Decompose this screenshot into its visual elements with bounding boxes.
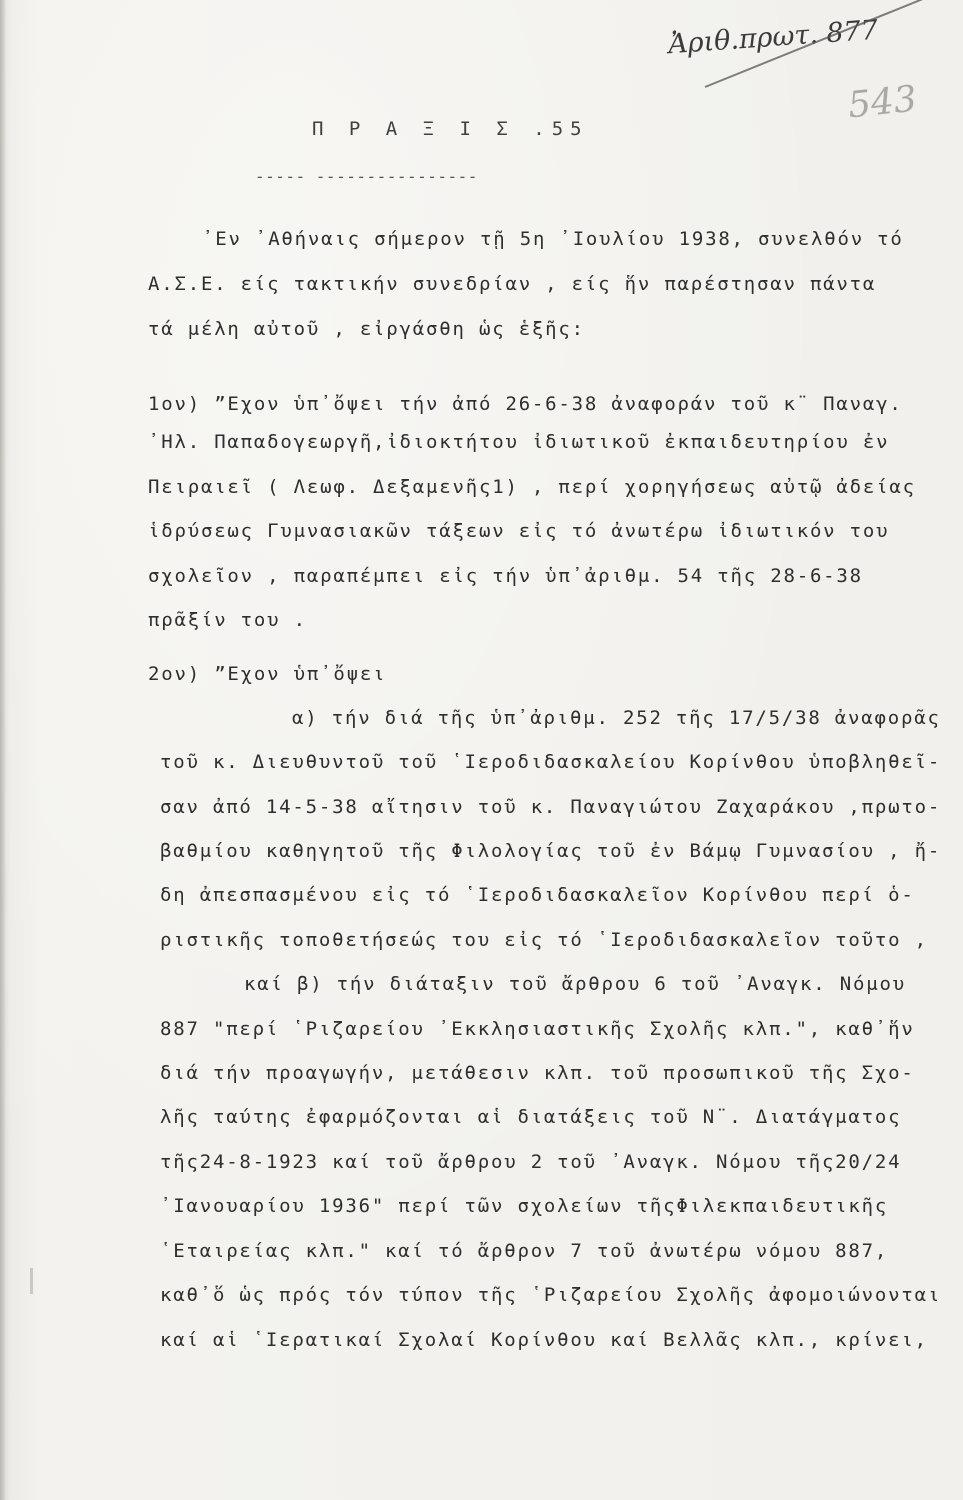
text-line-1: ᾿Εν ᾿Αθήναις σήμερον τῇ 5η ᾿Ιουλίου 1938, συνελθόν τό [202,228,904,250]
text-line-24: καθ᾿ὅ ὡς πρός τόν τύπον τῆς ῾Ριζαρείου Σχολῆς ἀφομοιώνονται [160,1284,942,1306]
text-line-16: ριστικῆς τοποθετήσεώς του εἰς τό ῾Ιεροδιδασκαλεῖον τοῦτο , [160,929,928,951]
text-line-23: ῾Εταιρείας κλπ." καί τό ἄρθρον 7 τοῦ ἀνωτέρω νόμου 887, [160,1240,889,1262]
text-line-9: πρᾶξίν του . [148,609,307,631]
text-line-19: διά τήν προαγωγήν, μετάθεσιν κλπ. τοῦ προσωπικοῦ τῆς Σχο- [160,1062,915,1084]
text-line-10: 2ον) ”Εχον ὑπ᾿ὄψει [148,663,387,685]
title-underline: ----- ---------------- [255,167,478,186]
text-line-21: τῆς24-8-1923 καί τοῦ ἄρθρου 2 τοῦ ᾿Αναγκ. Νόμου τῆς20/24 [160,1151,902,1173]
text-line-18: 887 "περί ῾Ριζαρείου ᾿Εκκλησιαστικῆς Σχολῆς κλπ.", καθ᾿ἥν [160,1018,915,1040]
text-line-11: α) τήν διά τῆς ὑπ᾿ἀριθμ. 252 τῆς 17/5/38 ἀναφορᾶς [292,707,941,729]
text-line-12: τοῦ κ. Διευθυντοῦ τοῦ ῾Ιεροδιδασκαλείου Κορίνθου ὑποβληθεῖ- [160,751,942,773]
text-line-6: Πειραιεῖ ( Λεωφ. Δεξαμενῆς1) , περί χορηγήσεως αὐτῷ ἀδείας [148,476,916,498]
page-edge-shadow [0,0,6,1500]
text-line-2: Α.Σ.Ε. είς τακτικήν συνεδρίαν , είς ἥν παρέστησαν πάντα [148,273,877,295]
text-line-13: σαν ἀπό 14-5-38 αἴτησιν τοῦ κ. Παναγιώτου Ζαχαράκου ,πρωτο- [160,796,942,818]
text-line-22: ᾿Ιανουαρίου 1936" περί τῶν σχολείων τῆςΦιλεκπαιδευτικῆς [160,1195,889,1217]
text-line-3: τά μέλη αὐτοῦ , εἰργάσθη ὡς ἑξῆς: [148,318,585,340]
text-line-7: ἱδρύσεως Γυμνασιακῶν τάξεων εἰς τό ἀνωτέρω ἰδιωτικόν του [148,520,890,542]
text-line-4: 1ον) ”Εχον ὑπ᾿ὄψει τήν ἀπό 26-6-38 ἀναφοράν τοῦ κ¨ Παναγ. [148,393,903,415]
pencil-page-number: 543 [846,78,919,127]
text-line-8: σχολεῖον , παραπέμπει εἰς τήν ὑπ᾿ἀριθμ. 54 τῆς 28-6-38 [148,565,863,587]
margin-mark [30,1268,33,1294]
handwritten-protocol-number: Ἀριθ.πρωτ. 877 [667,14,879,61]
text-line-20: λῆς ταύτης ἐφαρμόζονται αἱ διατάξεις τοῦ Ν¨. Διατάγματος [160,1106,902,1128]
text-line-25: καί αἱ ῾Ιερατικαί Σχολαί Κορίνθου καί Βελλᾶς κλπ., κρίνει, [160,1329,928,1351]
text-line-14: βαθμίου καθηγητοῦ τῆς Φιλολογίας τοῦ ἐν Βάμῳ Γυμνασίου , ἤ- [160,840,942,862]
text-line-15: δη ἀπεσπασμένου εἰς τό ῾Ιεροδιδασκαλεῖον Κορίνθου περί ὁ- [160,884,915,906]
document-title: Π Ρ Α Ξ Ι Σ .55 [312,118,589,140]
text-line-17: καί β) τήν διάταξιν τοῦ ἄρθρου 6 τοῦ ᾿Αναγκ. Νόμου [244,973,906,995]
text-line-5: ᾿Ηλ. Παπαδογεωργῆ,ἰδιοκτήτου ἰδιωτικοῦ ἐκπαιδευτηρίου ἐν [148,431,890,453]
